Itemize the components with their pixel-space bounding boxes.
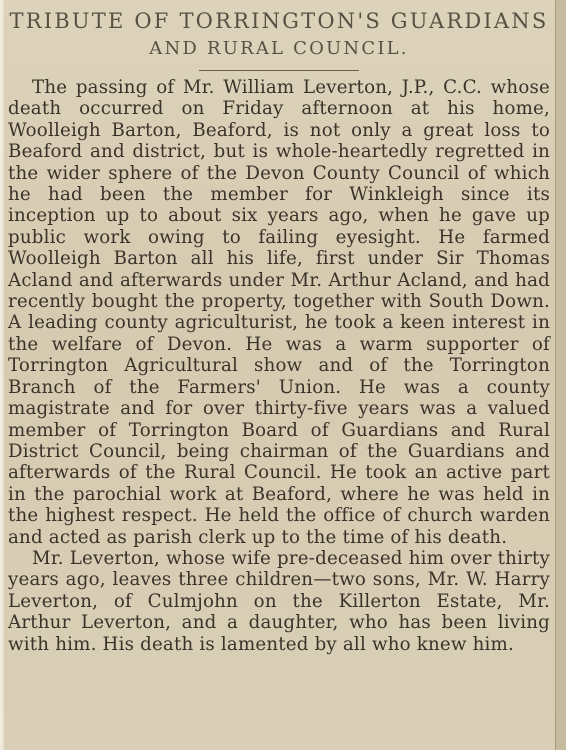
headline-line-1: TRIBUTE OF TORRINGTON'S GUARDIANS (9, 9, 549, 33)
headline-line-2: AND RURAL COUNCIL. (149, 38, 409, 59)
headline-divider (199, 70, 359, 71)
article-paragraph-2: Mr. Leverton, whose wife pre-deceased him over thirty years ago, leaves three children—two sons, Mr. W. Harry Leverton, of Culmjohn on the Killerton Estate, Mr. Arthur Leverton, and a daughter, who has been living with him. His death is lamented by all who knew him. (8, 547, 550, 655)
article-body (8, 77, 550, 655)
article-paragraph-1: The passing of Mr. William Leverton, J.P., C.C. whose death occurred on Friday afternoon at his home, Woolleigh Barton, Beaford, is not only a great loss to Beaford and district, but is whole-heartedly regretted in the wider sphere of the Devon County Council of which he had been the member for Winkleigh since its inception up to about six years ago, when he gave up public work owing to failing eyesight. He farmed Woolleigh Barton all his life, first under Sir Thomas Acland and afterwards under Mr. Arthur Acland, and had recently bought the property, together with South Down. A leading county agriculturist, he took a keen interest in the welfare of Devon. He was a warm supporter of Torrington Agricultural show and of the Torrington Branch of the Farmers' Union. He was a county magistrate and for over thirty-five years was a valued member of Torrington Board of Guardians and Rural District Council, being chairman of the Guardians and afterwards of the Rural Council. He took an active part in the parochial work at Beaford, where he was held in the highest respect. He held the office of church warden and acted as parish clerk up to the time of his death. (8, 77, 550, 548)
article-headline (8, 8, 550, 60)
clipping-right-edge (555, 0, 566, 750)
clipping-left-edge (0, 0, 4, 750)
